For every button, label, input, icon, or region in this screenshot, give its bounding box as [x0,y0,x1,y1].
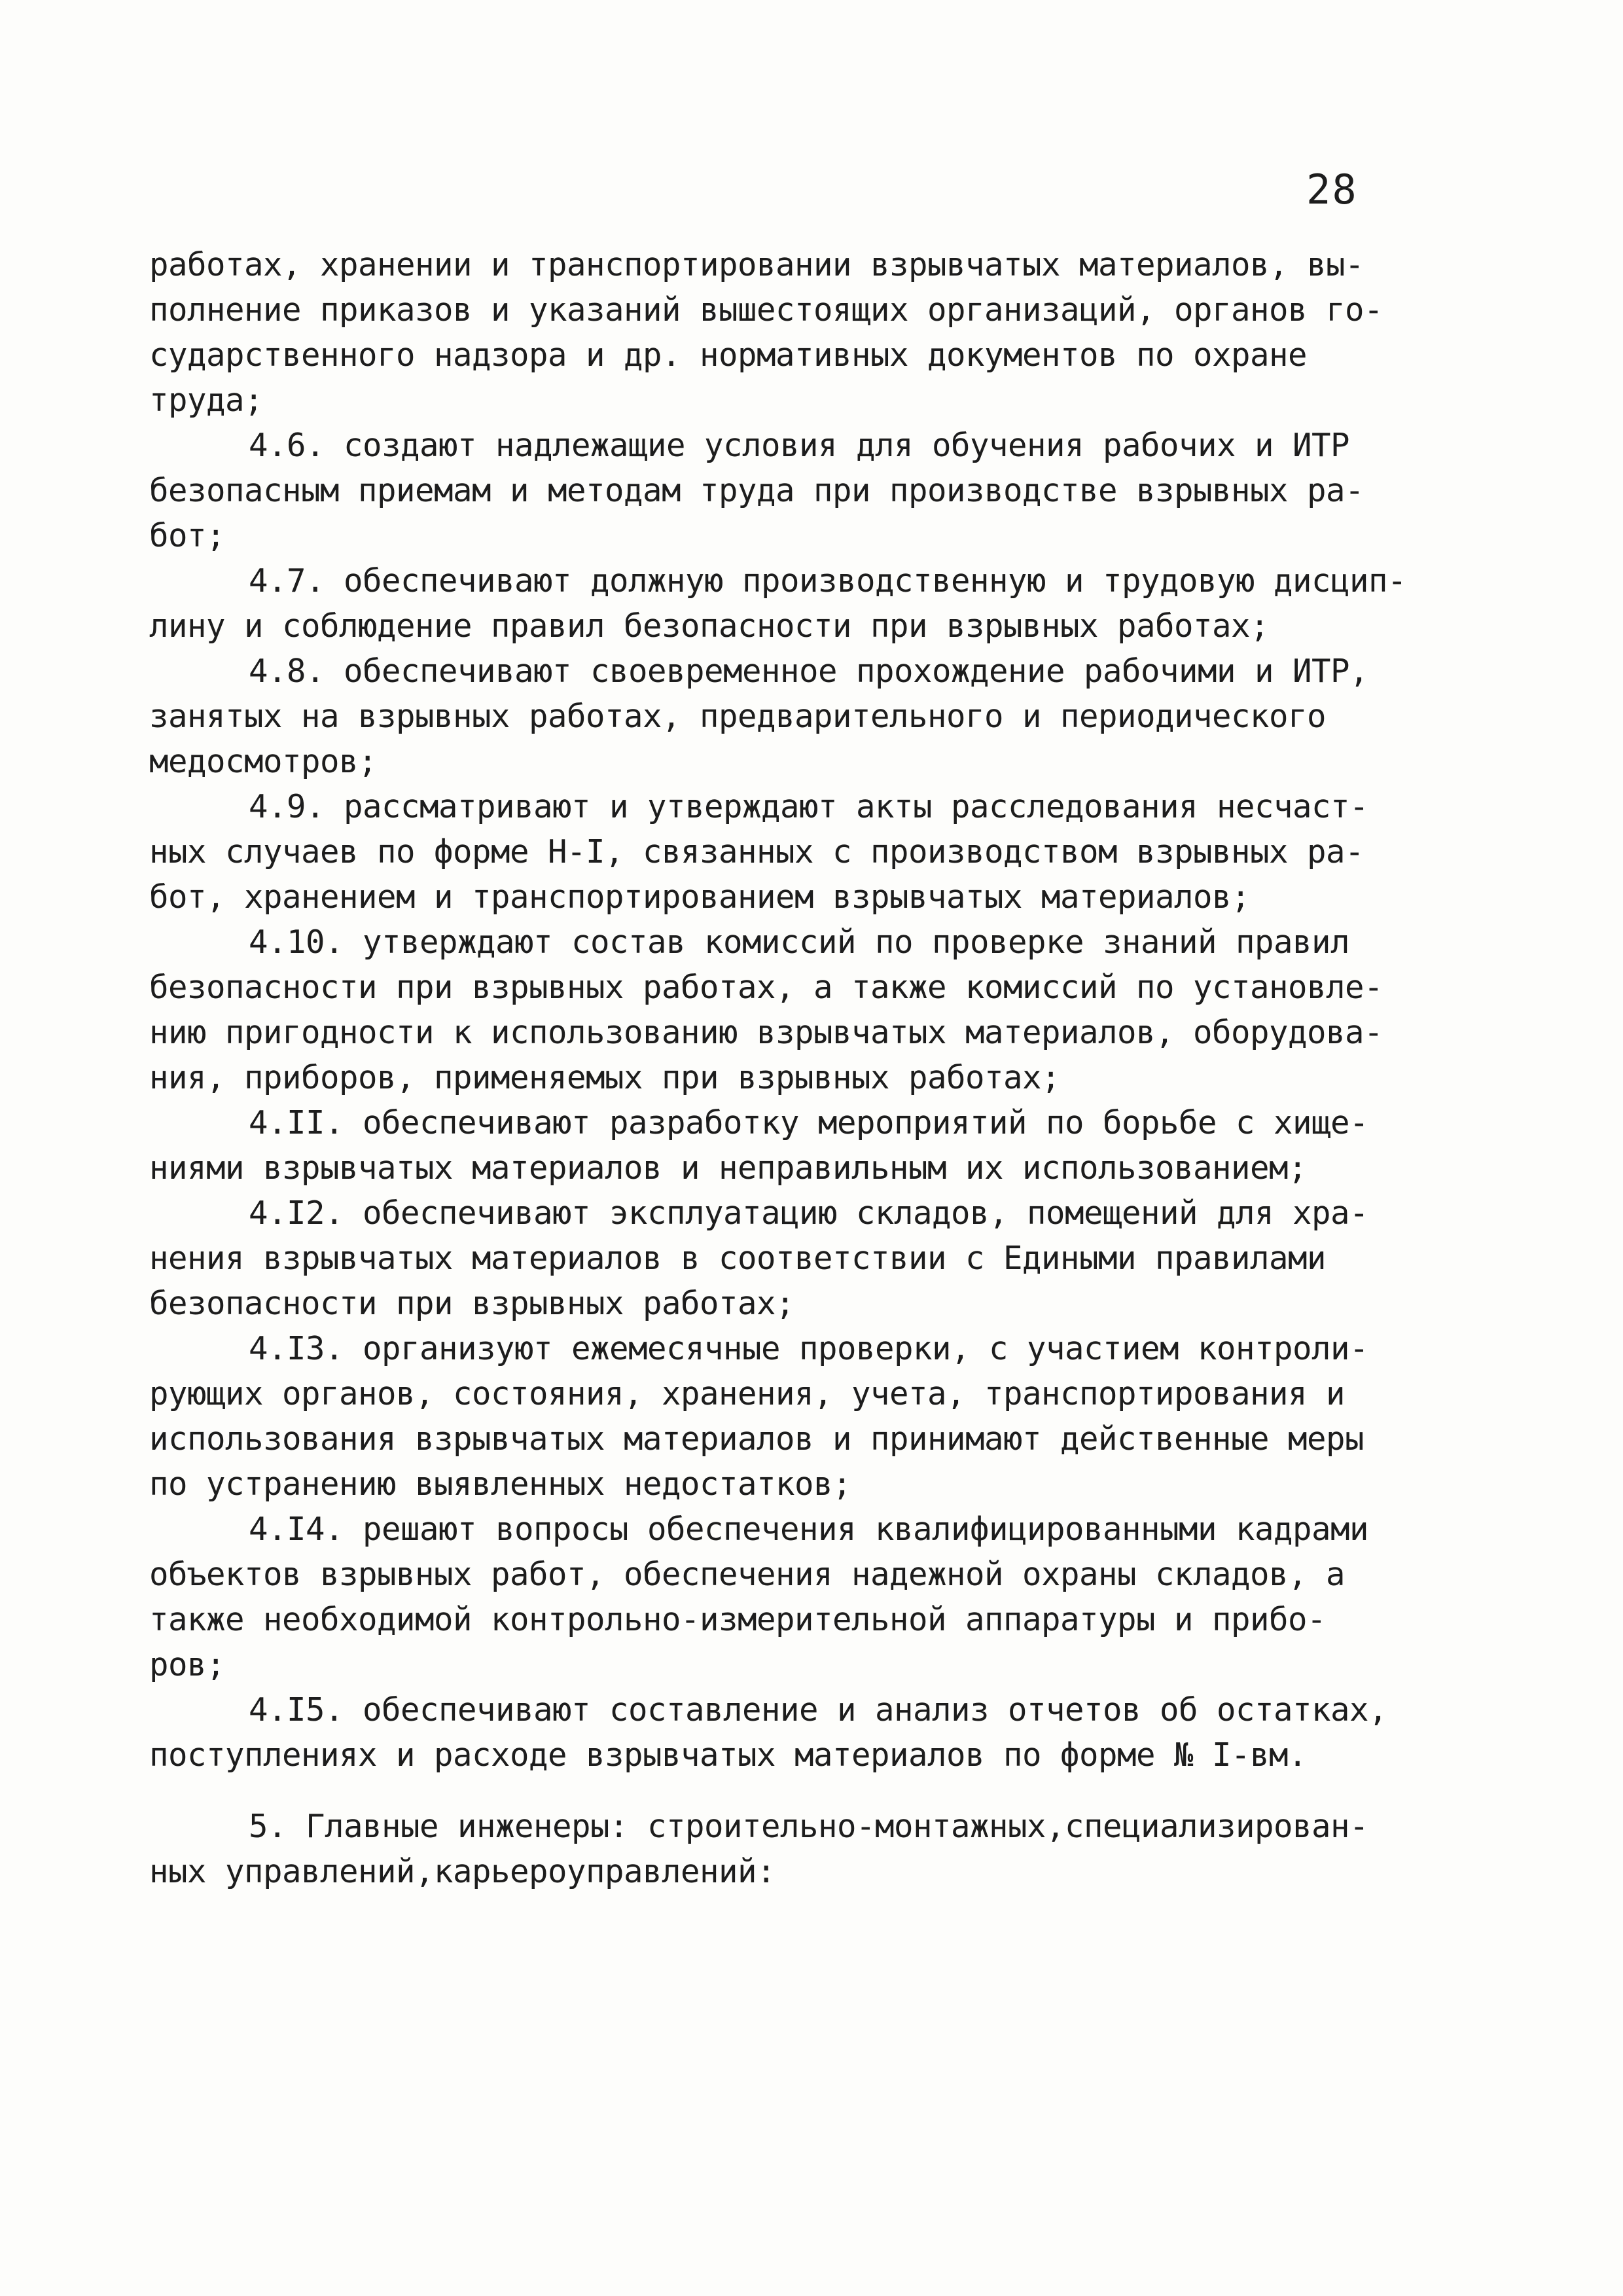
text-line: также необходимой контрольно-измерительной аппаратуры и прибо- [149,1601,1327,1638]
paragraph-first-line: 4.7. обеспечивают должную производственную и трудовую дисцип- [249,562,1407,600]
text-line: бот, хранением и транспортированием взрывчатых материалов; [149,878,1251,916]
text-line: работах, хранении и транспортировании взрывчатых материалов, вы- [149,246,1364,283]
page-number: 28 [1306,166,1358,213]
text-line: нию пригодности к использованию взрывчатых материалов, оборудова- [149,1014,1383,1051]
text-line: ниями взрывчатых материалов и неправильным их использованием; [149,1149,1308,1187]
text-line: ния, приборов, применяемых при взрывных работах; [149,1059,1061,1096]
paragraph-first-line: 4.6. создают надлежащие условия для обучения рабочих и ИТР [249,427,1350,464]
text-line: нения взрывчатых материалов в соответствии с Едиными правилами [149,1240,1327,1277]
paragraph-first-line: 4.I3. организуют ежемесячные проверки, с участием контроли- [249,1330,1369,1367]
text-line: безопасности при взрывных работах, а также комиссий по установле- [149,969,1383,1006]
text-line: рующих органов, состояния, хранения, учета, транспортирования и [149,1375,1346,1412]
text-line: поступлениях и расходе взрывчатых материалов по форме № I-вм. [149,1736,1308,1774]
text-line: использования взрывчатых материалов и принимают действенные меры [149,1420,1364,1458]
text-line: ных управлений,карьероуправлений: [149,1853,776,1890]
text-line: безопасности при взрывных работах; [149,1285,795,1322]
text-line: занятых на взрывных работах, предварительного и периодического [149,698,1327,735]
text-line: сударственного надзора и др. нормативных документов по охране [149,336,1308,374]
text-line: безопасным приемам и методам труда при производстве взрывных ра- [149,472,1364,509]
text-line: полнение приказов и указаний вышестоящих организаций, органов го- [149,291,1383,329]
paragraph-first-line: 4.9. рассматривают и утверждают акты расследования несчаст- [249,788,1369,825]
text-line: объектов взрывных работ, обеспечения надежной охраны складов, а [149,1556,1346,1593]
document-body [149,242,1497,1894]
paragraph-first-line: 4.II. обеспечивают разработку мероприятий по борьбе с хище- [249,1104,1369,1141]
text-line: ров; [149,1646,226,1683]
paragraph-first-line: 5. Главные инженеры: строительно-монтажных,специализирован- [249,1808,1369,1845]
paragraph-first-line: 4.I2. обеспечивают эксплуатацию складов, помещений для хра- [249,1194,1369,1232]
text-line: медосмотров; [149,743,378,780]
paragraph-first-line: 4.10. утверждают состав комиссий по проверке знаний правил [249,924,1350,961]
text-line: лину и соблюдение правил безопасности при взрывных работах; [149,607,1270,645]
paragraph-first-line: 4.8. обеспечивают своевременное прохождение рабочими и ИТР, [249,653,1369,690]
text-line: по устранению выявленных недостатков; [149,1465,852,1503]
paragraph-first-line: 4.I5. обеспечивают составление и анализ отчетов об остатках, [249,1691,1388,1729]
text-line: ных случаев по форме Н-I, связанных с производством взрывных ра- [149,833,1364,870]
text-line: бот; [149,517,226,554]
text-line: труда; [149,382,264,419]
paragraph-first-line: 4.I4. решают вопросы обеспечения квалифицированными кадрами [249,1511,1369,1548]
